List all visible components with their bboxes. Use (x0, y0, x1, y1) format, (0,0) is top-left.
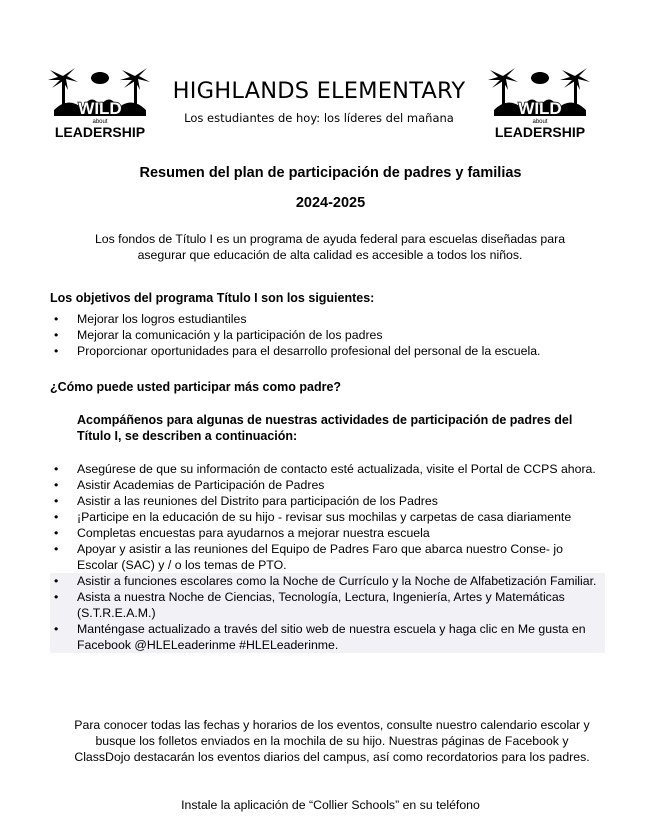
document-year: 2024-2025 (295, 195, 366, 211)
objectives-heading: Los objetivos del programa Título I son los siguientes: (50, 291, 375, 305)
activities-list (50, 461, 605, 653)
school-logo-right (488, 66, 592, 140)
list-item: • Asistir Academias de Participación de Padres (50, 477, 605, 493)
document-title: Resumen del plan de participación de padres y familias (139, 165, 522, 181)
svg-text:about: about (532, 119, 548, 125)
school-logo-left (48, 66, 152, 140)
school-tagline: Los estudiantes de hoy: los líderes del mañana (184, 111, 454, 125)
list-item: • Mejorar la comunicación y la participación de los padres (50, 327, 610, 343)
wild-about-leadership-logo (48, 66, 152, 140)
list-item: • Proporcionar oportunidades para el desarrollo profesional del personal de la escuela. (50, 343, 610, 359)
list-item: • Asegúrese de que su información de contacto esté actualizada, visite el Portal de CCPS ahora. (50, 461, 605, 477)
install-app-note: Instale la aplicación de “Collier Schools” en su teléfono (181, 798, 480, 812)
list-item: • Apoyar y asistir a las reuniones del Equipo de Padres Faro que abarca nuestro Conse- jo Escolar (SAC) y / o los temas de PTO. (50, 541, 605, 573)
svg-text:LEADERSHIP: LEADERSHIP (54, 124, 146, 140)
list-item: • Completas encuestas para ayudarnos a mejorar nuestra escuela (50, 525, 605, 541)
svg-text:LEADERSHIP: LEADERSHIP (494, 124, 586, 140)
list-item: • Asistir a funciones escolares como la Noche de Currículo y la Noche de Alfabetización Familiar. (50, 573, 605, 589)
school-name: HIGHLANDS ELEMENTARY (172, 78, 466, 104)
participate-heading: ¿Cómo puede usted participar más como padre? (50, 380, 342, 394)
intro-paragraph: Los fondos de Título I es un programa de ayuda federal para escuelas diseñadas para asegurar que educación de alta calidad es accesible a todos los niños. (94, 232, 566, 262)
svg-text:WILD: WILD (78, 99, 122, 118)
closing-paragraph: Para conocer todas las fechas y horarios de los eventos, consulte nuestro calendario escolar y busque los folletos enviados en la mochila de su hijo. Nuestras páginas de Facebook y ClassDojo destacarán los eventos diarios del campus, así como recordatorios para los padres. (74, 718, 590, 764)
svg-text:about: about (92, 119, 108, 125)
list-item: • Mejorar los logros estudiantiles (50, 311, 610, 327)
objectives-list (50, 311, 610, 359)
list-item: • Asista a nuestra Noche de Ciencias, Tecnología, Lectura, Ingeniería, Artes y Matemáticas (S.T.R.E.A.M.) (50, 589, 605, 621)
list-item: • ¡Participe en la educación de su hijo - revisar sus mochilas y carpetas de casa diariamente (50, 509, 605, 525)
list-item: • Manténgase actualizado a través del sitio web de nuestra escuela y haga clic en Me gusta en Facebook @HLELeaderinme #HLELeaderinme. (50, 621, 605, 653)
list-item: • Asistir a las reuniones del Distrito para participación de los Padres (50, 493, 605, 509)
activities-heading: Acompáñenos para algunas de nuestras actividades de participación de padres del Título I, se describen a continuación: (77, 413, 573, 443)
svg-text:WILD: WILD (518, 99, 562, 118)
wild-about-leadership-logo (488, 66, 592, 140)
